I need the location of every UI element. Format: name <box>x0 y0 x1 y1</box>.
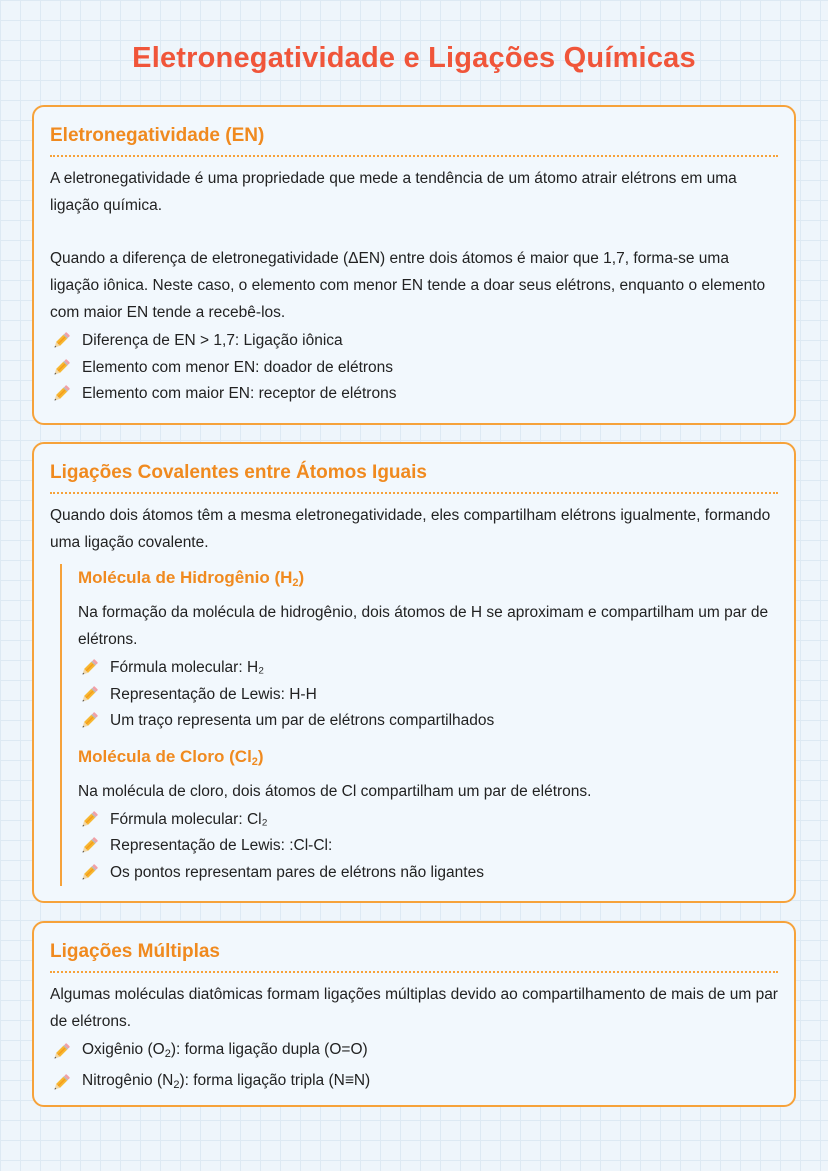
section-title: Ligações Múltiplas <box>50 939 778 973</box>
section-title: Eletronegatividade (EN) <box>50 123 778 157</box>
subsection-h2 <box>60 564 778 886</box>
pencil-icon <box>78 710 100 732</box>
paragraph: Algumas moléculas diatômicas formam ligações múltiplas devido ao compartilhamento de mais de um par de elétrons. <box>50 986 778 1030</box>
list-item: Fórmula molecular: Cl₂ <box>78 807 778 834</box>
paragraph: Na molécula de cloro, dois átomos de Cl compartilham um par de elétrons. <box>78 782 592 800</box>
section-title: Ligações Covalentes entre Átomos Iguais <box>50 460 778 494</box>
list-item: Os pontos representam pares de elétrons não ligantes <box>78 860 778 887</box>
page-title: Eletronegatividade e Ligações Químicas <box>132 42 696 74</box>
bullet-list <box>78 655 778 735</box>
paragraph: Quando dois átomos têm a mesma eletronegatividade, eles compartilham elétrons igualmente, formando uma ligação covalente. <box>50 507 771 551</box>
pencil-icon <box>50 1072 72 1094</box>
list-item: Representação de Lewis: H-H <box>78 682 778 709</box>
list-item: Fórmula molecular: H₂ <box>78 655 778 682</box>
list-item: Oxigênio $(O_2)$: forma ligação dupla (O=O) <box>50 1037 778 1068</box>
subsection-title: Molécula de Hidrogênio $(H_2)$ <box>78 568 305 589</box>
list-item: Representação de Lewis: :Cl-Cl: <box>78 833 778 860</box>
list-item: Elemento com menor EN: doador de elétrons <box>50 355 778 382</box>
section-covalent-bonds <box>32 442 796 903</box>
pencil-icon <box>50 357 72 379</box>
bullet-list <box>50 1037 778 1098</box>
pencil-icon <box>78 862 100 884</box>
list-item: Um traço representa um par de elétrons compartilhados <box>78 708 778 735</box>
list-item: Nitrogênio $(N_2)$: forma ligação tripla (N≡N) <box>50 1068 778 1099</box>
list-item: Elemento com maior EN: receptor de elétrons <box>50 381 778 408</box>
pencil-icon <box>50 1041 72 1063</box>
paragraph: Na formação da molécula de hidrogênio, dois átomos de H se aproximam e compartilham um par de elétrons. <box>78 604 769 648</box>
section-electronegativity <box>32 105 796 425</box>
paragraph: A eletronegatividade é uma propriedade que mede a tendência de um átomo atrair elétrons em uma ligação química. <box>50 170 737 214</box>
subsection-title: Molécula de Cloro $(Cl_2)$ <box>78 746 264 768</box>
pencil-icon <box>78 657 100 679</box>
pencil-icon <box>78 684 100 706</box>
bullet-list <box>50 328 778 408</box>
list-item: Diferença de EN > 1,7: Ligação iônica <box>50 328 778 355</box>
section-multiple-bonds <box>32 921 796 1107</box>
pencil-icon <box>78 835 100 857</box>
pencil-icon <box>50 383 72 405</box>
pencil-icon <box>78 809 100 831</box>
pencil-icon <box>50 330 72 352</box>
paragraph: Quando a diferença de eletronegatividade (ΔEN) entre dois átomos é maior que 1,7, forma-se uma ligação iônica. Neste caso, o elemento com menor EN tende a doar seus elétrons, enquanto o elemento com maior EN tende a recebê-los. <box>50 250 766 321</box>
bullet-list <box>78 807 778 887</box>
